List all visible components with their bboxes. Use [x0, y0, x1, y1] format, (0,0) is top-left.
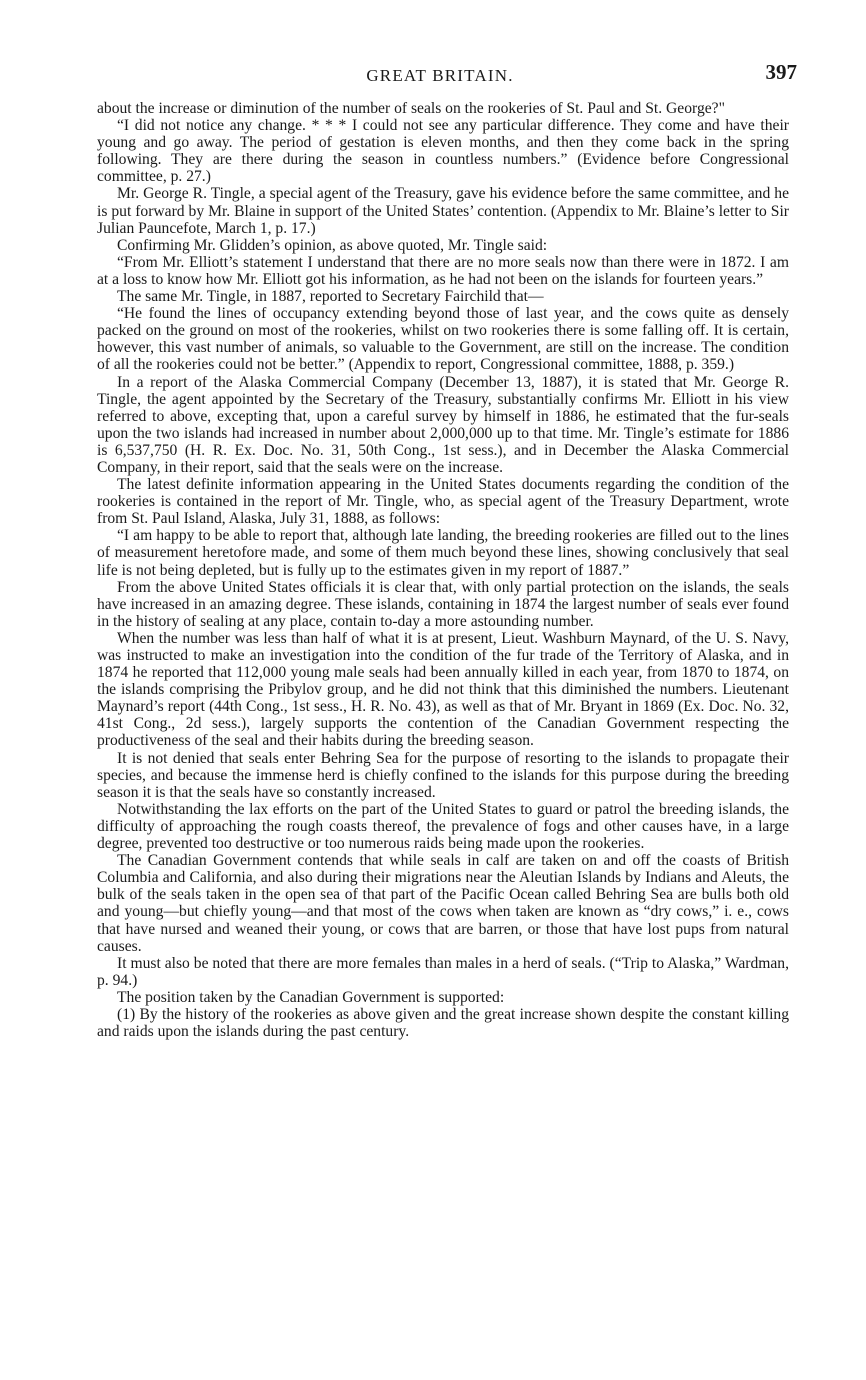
paragraph: (1) By the history of the rookeries as above given and the great increase shown despite the constant killing and raids upon the islands during the past century.	[97, 1005, 789, 1041]
paragraph: Mr. George R. Tingle, a special agent of the Treasury, gave his evidence before the same committee, and he is put forward by Mr. Blaine in support of the United States’ contention. (Appendix to Mr. Blaine’s letter to Sir Julian Pauncefote, March 1, p. 17.)	[97, 185, 789, 237]
paragraph: The latest definite information appearing in the United States documents regarding the condition of the rookeries is contained in the report of Mr. Tingle, who, as special agent of the Treasury Department, wrote from St. Paul Island, Alaska, July 31, 1888, as follows:	[97, 476, 789, 528]
paragraph: about the increase or diminution of the number of seals on the rookeries of St. Paul and St. George?"	[97, 100, 725, 117]
body-text	[97, 100, 789, 1040]
paragraph: When the number was less than half of what it is at present, Lieut. Washburn Maynard, of the U. S. Navy, was instructed to make an investigation into the condition of the fur trade of the Territory of Alaska, and in 1874 he reported that 112,000 young male seals had been annually killed in each year, from 1870 to 1874, on the islands comprising the Pribylov group, and he did not think that this diminished the numbers. Lieutenant Maynard’s report (44th Cong., 1st sess., H. R. No. 43), as well as that of Mr. Bryant in 1869 (Ex. Doc. No. 32, 41st Cong., 2d sess.), largely supports the contention of the Canadian Government respecting the productiveness of the seal and their habits during the breeding season.	[97, 629, 789, 750]
paragraph: “I did not notice any change. * * * I could not see any particular difference. They come and have their young and go away. The period of gestation is eleven months, and then they come back in the spring following. They are there during the season in countless numbers.” (Evidence before Congressional committee, p. 27.)	[97, 117, 789, 186]
paragraph: The Canadian Government contends that while seals in calf are taken on and off the coasts of British Columbia and California, and also during their migrations near the Aleutian Islands by Indians and Aleuts, the bulk of the seals taken in the open sea of that part of the Pacific Ocean called Behring Sea are bulls both old and young—but chiefly young—and that most of the cows when taken are known as “dry cows,” i. e., cows that have nursed and weaned their young, or cows that are barren, or those that have lost pups from natural causes.	[97, 852, 789, 955]
paragraph: In a report of the Alaska Commercial Company (December 13, 1887), it is stated that Mr. George R. Tingle, the agent appointed by the Secretary of the Treasury, substantially confirms Mr. Elliott in his view referred to above, excepting that, upon a careful survey by himself in 1886, he estimated that the fur-seals upon the two islands had increased in number about 2,000,000 up to that time. Mr. Tingle’s estimate for 1886 is 6,537,750 (H. R. Ex. Doc. No. 31, 50th Cong., 1st sess.), and in December the Alaska Commercial Company, in their report, said that the seals were on the increase.	[97, 373, 789, 476]
paragraph: The same Mr. Tingle, in 1887, reported to Secretary Fairchild that—	[117, 288, 544, 306]
paragraph: “He found the lines of occupancy extending beyond those of last year, and the cows quite as densely packed on the ground on most of the rookeries, whilst on two rookeries there is some falling off. It is certain, however, this vast number of animals, so valuable to the Government, are still on the increase. The condition of all the rookeries could not be better.” (Appendix to report, Congressional committee, 1888, p. 359.)	[97, 305, 789, 374]
page-number: 397	[765, 60, 797, 84]
paragraph: It is not denied that seals enter Behring Sea for the purpose of resorting to the islands to propagate their species, and because the immense herd is chiefly confined to the islands for this purpose during the breeding season it is that the seals have so constantly increased.	[97, 749, 789, 801]
paragraph: “I am happy to be able to report that, although late landing, the breeding rookeries are filled out to the lines of measurement heretofore made, and some of them much beyond these lines, showing conclusively that seal life is not being depleted, but is fully up to the estimates given in my report of 1887.”	[97, 527, 789, 579]
running-title: GREAT BRITAIN.	[366, 66, 514, 85]
running-head	[95, 60, 797, 92]
paragraph: Confirming Mr. Glidden’s opinion, as above quoted, Mr. Tingle said:	[117, 236, 548, 254]
paragraph: Notwithstanding the lax efforts on the part of the United States to guard or patrol the breeding islands, the difficulty of approaching the rough coasts thereof, the prevalence of fogs and other causes have, in a large degree, prevented too destructive or too numerous raids being made upon the rookeries.	[97, 800, 789, 853]
paragraph: “From Mr. Elliott’s statement I understand that there are no more seals now than there were in 1872. I am at a loss to know how Mr. Elliott got his information, as he had not been on the islands for fourteen years.”	[97, 253, 789, 288]
paragraph: The position taken by the Canadian Government is supported:	[117, 988, 505, 1006]
paragraph: It must also be noted that there are more females than males in a herd of seals. (“Trip to Alaska,” Wardman, p. 94.)	[97, 954, 789, 989]
paragraph: From the above United States officials it is clear that, with only partial protection on the islands, the seals have increased in an amazing degree. These islands, containing in 1874 the largest number of seals ever found in the history of sealing at any place, contain to-day a more astounding number.	[97, 578, 789, 630]
